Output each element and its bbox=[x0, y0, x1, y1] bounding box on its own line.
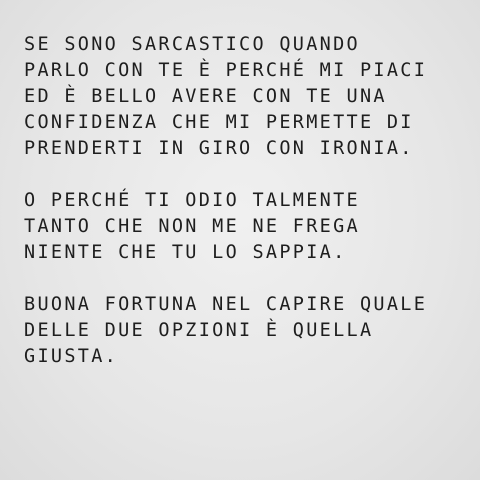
paragraph-1 bbox=[24, 32, 464, 162]
text-line: PARLO CON TE È PERCHÉ MI PIACI bbox=[24, 60, 428, 81]
text-line: PRENDERTI IN GIRO CON IRONIA. bbox=[24, 138, 414, 159]
paragraph-2 bbox=[24, 188, 464, 266]
text-line: TANTO CHE NON ME NE FREGA bbox=[24, 216, 360, 237]
text-line: CONFIDENZA CHE MI PERMETTE DI bbox=[24, 112, 414, 133]
text-line: NIENTE CHE TU LO SAPPIA. bbox=[24, 242, 347, 263]
text-line: SE SONO SARCASTICO QUANDO bbox=[24, 34, 360, 55]
text-line: GIUSTA. bbox=[24, 346, 119, 367]
text-line: BUONA FORTUNA NEL CAPIRE QUALE bbox=[24, 294, 428, 315]
paragraph-3 bbox=[24, 292, 464, 370]
text-line: DELLE DUE OPZIONI È QUELLA bbox=[24, 320, 374, 341]
quote-text bbox=[24, 32, 464, 396]
text-line: O PERCHÉ TI ODIO TALMENTE bbox=[24, 190, 360, 211]
text-line: ED È BELLO AVERE CON TE UNA bbox=[24, 86, 387, 107]
